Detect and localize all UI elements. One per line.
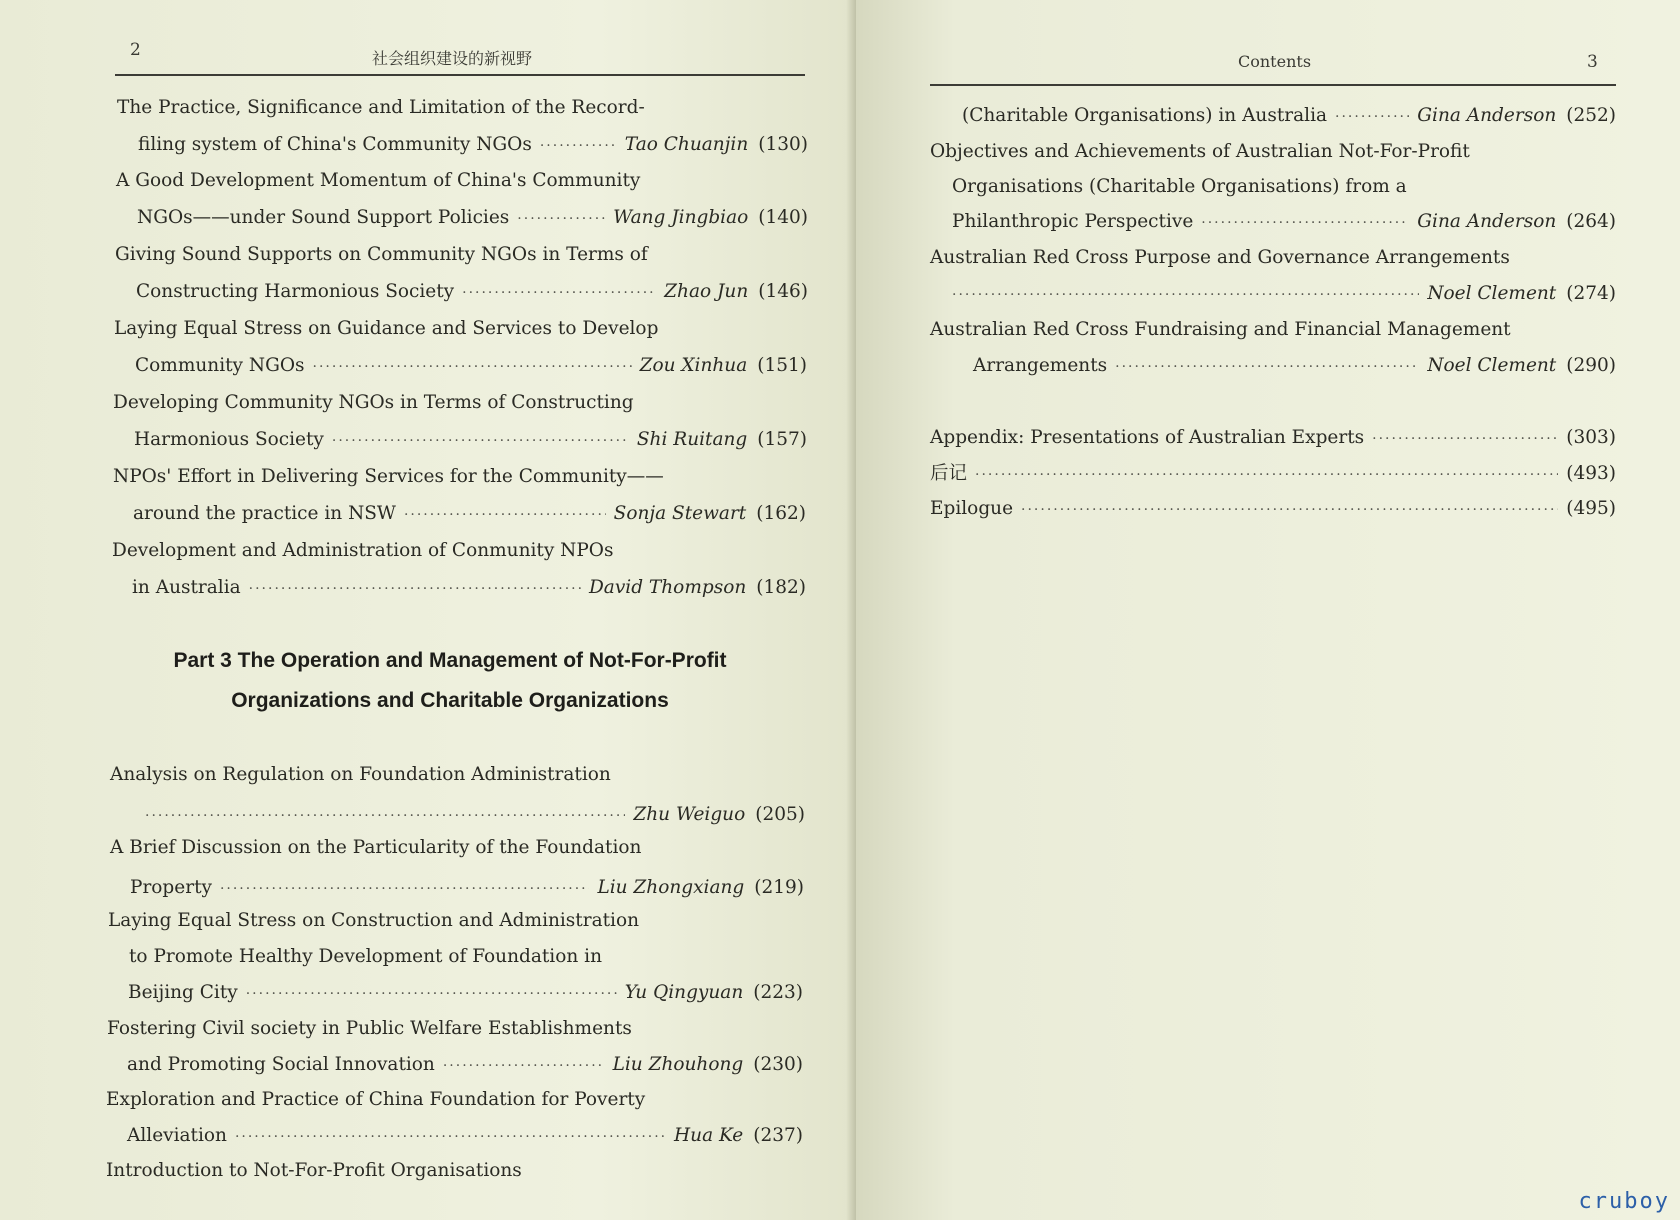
toc-page-number: (162) [756, 503, 806, 524]
toc-entry-text: Property [130, 877, 212, 898]
toc-page-number: (205) [755, 804, 805, 825]
toc-author: Zou Xinhua [639, 355, 748, 376]
toc-entry-line [133, 502, 806, 527]
toc-page-number: (230) [753, 1054, 803, 1075]
toc-page-number: (146) [758, 281, 808, 302]
watermark-stamp: cruboy [1578, 1189, 1670, 1214]
toc-entry-line: to Promote Healthy Development of Foundation in [129, 946, 602, 967]
dot-leader [1201, 211, 1409, 235]
header-rule-left [115, 74, 805, 76]
toc-author: Gina Anderson [1417, 105, 1557, 126]
toc-entry-line: Giving Sound Supports on Community NGOs in Terms of [115, 244, 648, 265]
toc-entry-line: Organisations (Charitable Organisations) from a [952, 176, 1407, 197]
toc-page-number: (274) [1566, 283, 1616, 304]
toc-page-number: (130) [758, 134, 808, 155]
toc-entry-line [145, 803, 805, 828]
toc-entry-text: Community NGOs [135, 355, 305, 376]
page-number-right: 3 [1587, 52, 1598, 72]
toc-entry-line [127, 1124, 803, 1149]
toc-page-number: (264) [1566, 211, 1616, 232]
toc-entry-text: 后记 [930, 463, 968, 484]
dot-leader [462, 281, 656, 305]
part-heading [100, 641, 800, 721]
toc-entry-line [952, 210, 1616, 235]
dot-leader [1335, 105, 1409, 129]
toc-entry-line: The Practice, Significance and Limitation of the Record- [117, 97, 645, 118]
toc-author: Zhu Weiguo [633, 804, 746, 825]
dot-leader [1115, 355, 1419, 379]
toc-entry-line: Development and Administration of Conmunity NPOs [112, 540, 614, 561]
toc-page-number: (140) [758, 207, 808, 228]
toc-entry-line [962, 104, 1616, 129]
part-heading-line: Organizations and Charitable Organizations [231, 689, 669, 712]
toc-entry-text: NGOs——under Sound Support Policies [137, 207, 510, 228]
toc-entry-line: Laying Equal Stress on Guidance and Services to Develop [114, 318, 659, 339]
toc-entry-line [137, 206, 808, 231]
toc-entry-text: Philanthropic Perspective [952, 211, 1194, 232]
dot-leader [332, 429, 629, 453]
toc-page-number: (303) [1566, 427, 1616, 448]
toc-author: Noel Clement [1427, 283, 1557, 304]
toc-author: Wang Jingbiao [613, 207, 749, 228]
toc-author: Liu Zhouhong [612, 1054, 744, 1075]
toc-entry-text: around the practice in NSW [133, 503, 396, 524]
toc-entry-line: Laying Equal Stress on Construction and Administration [108, 910, 640, 931]
toc-entry-line [132, 576, 806, 601]
toc-entry-text: in Australia [132, 577, 241, 598]
dot-leader [952, 283, 1419, 307]
toc-backmatter-line [930, 462, 1616, 487]
toc-entry-line: A Good Development Momentum of China's Community [116, 170, 641, 191]
toc-entry-line [952, 282, 1616, 307]
toc-author: Hua Ke [674, 1125, 744, 1146]
toc-page-number: (219) [754, 877, 804, 898]
header-rule-right [930, 84, 1616, 86]
dot-leader [517, 207, 605, 231]
toc-entry-line [136, 280, 808, 305]
toc-page-number: (151) [757, 355, 807, 376]
dot-leader [1372, 427, 1558, 451]
toc-entry-line: Fostering Civil society in Public Welfare Establishments [107, 1018, 632, 1039]
toc-author: Noel Clement [1427, 355, 1557, 376]
dot-leader [235, 1125, 666, 1149]
toc-entry-line: Introduction to Not-For-Profit Organisations [106, 1160, 522, 1181]
toc-entry-line: Australian Red Cross Fundraising and Financial Management [930, 319, 1511, 340]
toc-page-number: (182) [756, 577, 806, 598]
toc-entry-text: Alleviation [127, 1125, 227, 1146]
toc-entry-line [130, 876, 804, 901]
toc-author: Sonja Stewart [613, 503, 747, 524]
dot-leader [540, 134, 617, 158]
toc-entry-text: Epilogue [930, 498, 1014, 519]
toc-backmatter-line [930, 497, 1616, 522]
toc-entry-line [128, 981, 803, 1006]
toc-page-number: (252) [1566, 105, 1616, 126]
toc-entry-line [973, 354, 1616, 379]
toc-author: Liu Zhongxiang [597, 877, 745, 898]
toc-entry-text: Harmonious Society [134, 429, 324, 450]
toc-entry-line: A Brief Discussion on the Particularity of the Foundation [110, 837, 642, 858]
toc-entry-text: Arrangements [973, 355, 1108, 376]
toc-page-number: (157) [757, 429, 807, 450]
dot-leader [1021, 498, 1558, 522]
toc-page-number: (237) [753, 1125, 803, 1146]
dot-leader [249, 577, 581, 601]
dot-leader [404, 503, 606, 527]
toc-page-number: (493) [1566, 463, 1616, 484]
dot-leader [246, 982, 617, 1006]
toc-author: Shi Ruitang [636, 429, 748, 450]
toc-page-number: (495) [1566, 498, 1616, 519]
toc-entry-line [138, 133, 808, 158]
toc-entry-text: Appendix: Presentations of Australian Experts [930, 427, 1365, 448]
dot-leader [313, 355, 632, 379]
toc-entry-line [134, 428, 807, 453]
running-title-left: 社会组织建设的新视野 [372, 49, 533, 68]
toc-entry-line: NPOs' Effort in Delivering Services for the Community—— [113, 466, 664, 487]
toc-author: Yu Qingyuan [624, 982, 744, 1003]
right-page [856, 0, 1680, 1220]
toc-page-number: (223) [753, 982, 803, 1003]
running-title-right: Contents [1238, 52, 1312, 71]
toc-author: Tao Chuanjin [624, 134, 749, 155]
toc-entry-line: Exploration and Practice of China Foundation for Poverty [106, 1089, 646, 1110]
toc-entry-line: Objectives and Achievements of Australian Not-For-Profit [930, 141, 1470, 162]
toc-author: Zhao Jun [664, 281, 749, 302]
dot-leader [220, 877, 589, 901]
toc-entry-line: Australian Red Cross Purpose and Governance Arrangements [930, 247, 1510, 268]
toc-entry-line [127, 1053, 803, 1078]
part-heading-line: Part 3 The Operation and Management of Not-For-Profit [173, 649, 727, 672]
page-number-left: 2 [130, 40, 141, 60]
toc-page-number: (290) [1566, 355, 1616, 376]
toc-backmatter-line [930, 426, 1616, 451]
toc-author: Gina Anderson [1417, 211, 1557, 232]
toc-entry-text: Beijing City [128, 982, 238, 1003]
toc-entry-text: (Charitable Organisations) in Australia [962, 105, 1328, 126]
toc-entry-line: Analysis on Regulation on Foundation Administration [110, 764, 611, 785]
toc-entry-text: filing system of China's Community NGOs [138, 134, 532, 155]
toc-entry-text: Constructing Harmonious Society [136, 281, 455, 302]
toc-author: David Thompson [588, 577, 747, 598]
toc-entry-text: and Promoting Social Innovation [127, 1054, 435, 1075]
dot-leader [443, 1054, 605, 1078]
toc-entry-line [135, 354, 807, 379]
dot-leader [975, 463, 1558, 487]
dot-leader [145, 804, 625, 828]
toc-entry-line: Developing Community NGOs in Terms of Constructing [113, 392, 634, 413]
